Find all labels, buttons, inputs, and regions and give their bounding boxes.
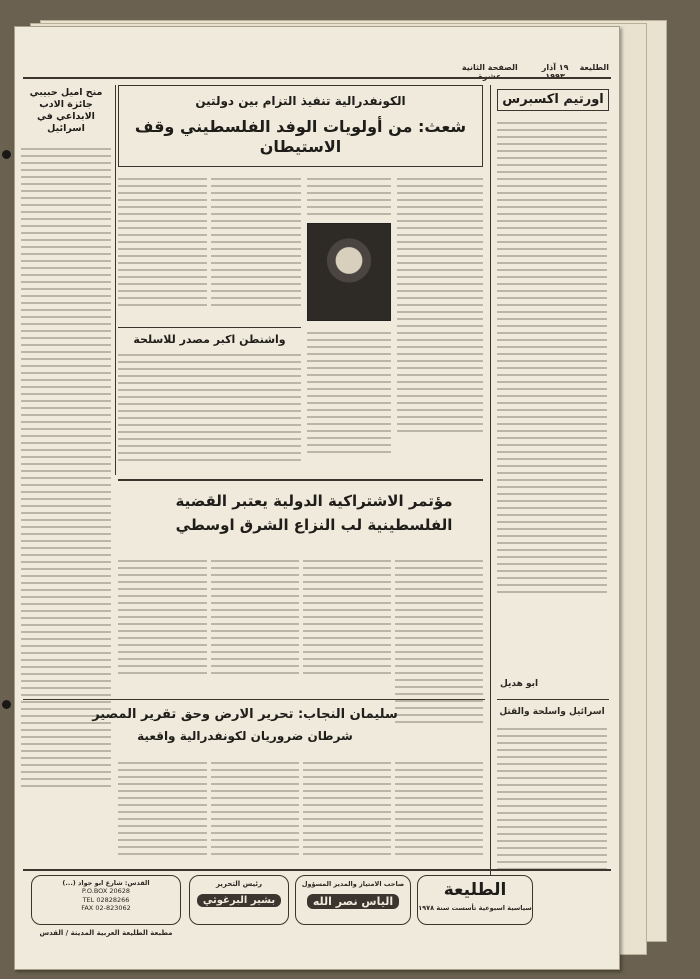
conference-col3 xyxy=(211,555,299,695)
footer-address-label: القدس: شارع ابو جواد (...) xyxy=(62,879,150,887)
left-column-headline: منح اميل حبيبي جائزة الادب الابداعي في اسرائيل xyxy=(29,87,103,134)
left-column-text xyxy=(21,143,111,873)
najjab-col4 xyxy=(118,757,207,865)
footer-masthead: الطليعة xyxy=(443,880,507,900)
footer-address-box xyxy=(31,875,181,925)
header-page: الصفحة الثانية xyxy=(461,63,518,72)
portrait-photo xyxy=(307,223,391,321)
right-column-title: اورتيم اكسبرس xyxy=(502,91,604,107)
footer-owner-name: الياس نصر الله xyxy=(307,894,399,909)
footer-rule xyxy=(23,869,611,871)
arms-story-text xyxy=(118,349,301,473)
top-story-col1 xyxy=(397,173,483,473)
conference-headline: مؤتمر الاشتراكية الدولية يعتبر القضية الفلسطينية لب النزاع الشرق اوسطي xyxy=(175,492,453,534)
footer-editor-box xyxy=(189,875,289,925)
column-divider-left xyxy=(115,85,116,475)
column-divider-right xyxy=(490,85,491,875)
footer-editor-label: رئيس التحرير xyxy=(215,880,263,888)
conference-rule xyxy=(118,479,483,481)
najjab-col1 xyxy=(395,757,483,865)
najjab-col3 xyxy=(211,757,299,865)
najjab-col2 xyxy=(303,757,391,865)
right-column-text xyxy=(497,117,607,677)
top-story-kicker: الكونفدرالية تنفيذ التزام بين دولتين xyxy=(195,94,406,108)
footer-printer: مطبعة الطليعة العربية المدينة / القدس xyxy=(39,929,173,937)
top-story-col2b xyxy=(307,327,391,473)
newspaper-page xyxy=(14,26,620,970)
right-bottom-text xyxy=(497,723,607,873)
footer-masthead-sub: سياسية اسبوعية تأسست سنة ١٩٧٨ xyxy=(418,904,532,913)
right-column-title-box xyxy=(497,89,609,111)
conference-col2 xyxy=(303,555,391,695)
top-story-headline: شعث: من أولويات الوفد الفلسطيني وقف الاستيطان xyxy=(134,117,467,156)
top-story-col3 xyxy=(211,173,301,323)
right-column-byline: ابو هديل xyxy=(499,679,539,689)
right-column-divider xyxy=(497,699,609,700)
najjab-headline-1: سليمان النجاب: تحرير الارض وحق تقرير المصير xyxy=(92,707,398,722)
najjab-headline-2: شرطان ضروريان لكونفدرالية واقعية xyxy=(137,729,353,744)
right-bottom-title: اسرائيل واسلحة والقتل xyxy=(499,707,605,717)
header-newspaper: الطليعة xyxy=(579,63,609,72)
conference-col4 xyxy=(118,555,207,695)
footer-owner-label: صاحب الامتياز والمدير المسؤول xyxy=(301,880,405,888)
footer-po-box: P.O.BOX 20628 xyxy=(81,887,131,896)
footer-fax: FAX 02-823062 xyxy=(81,904,131,913)
top-story-headline-box xyxy=(118,85,483,167)
header-date: ١٩ آذار xyxy=(541,63,569,72)
binder-clip xyxy=(2,700,11,709)
footer-owner-box xyxy=(295,875,411,925)
header-rule xyxy=(23,77,611,79)
binder-clip xyxy=(2,150,11,159)
arms-story-rule xyxy=(118,327,301,328)
najjab-rule xyxy=(23,699,485,700)
footer-editor-name: بشير البرغوثي xyxy=(197,894,281,907)
arms-story-headline: واشنطن اكبر مصدر للاسلحة xyxy=(133,333,286,346)
footer-tel: TEL 02828266 xyxy=(82,895,130,904)
top-story-col2 xyxy=(307,173,391,221)
najjab-headline-block xyxy=(35,707,455,744)
footer-masthead-box xyxy=(417,875,533,925)
top-story-col4 xyxy=(118,173,207,323)
